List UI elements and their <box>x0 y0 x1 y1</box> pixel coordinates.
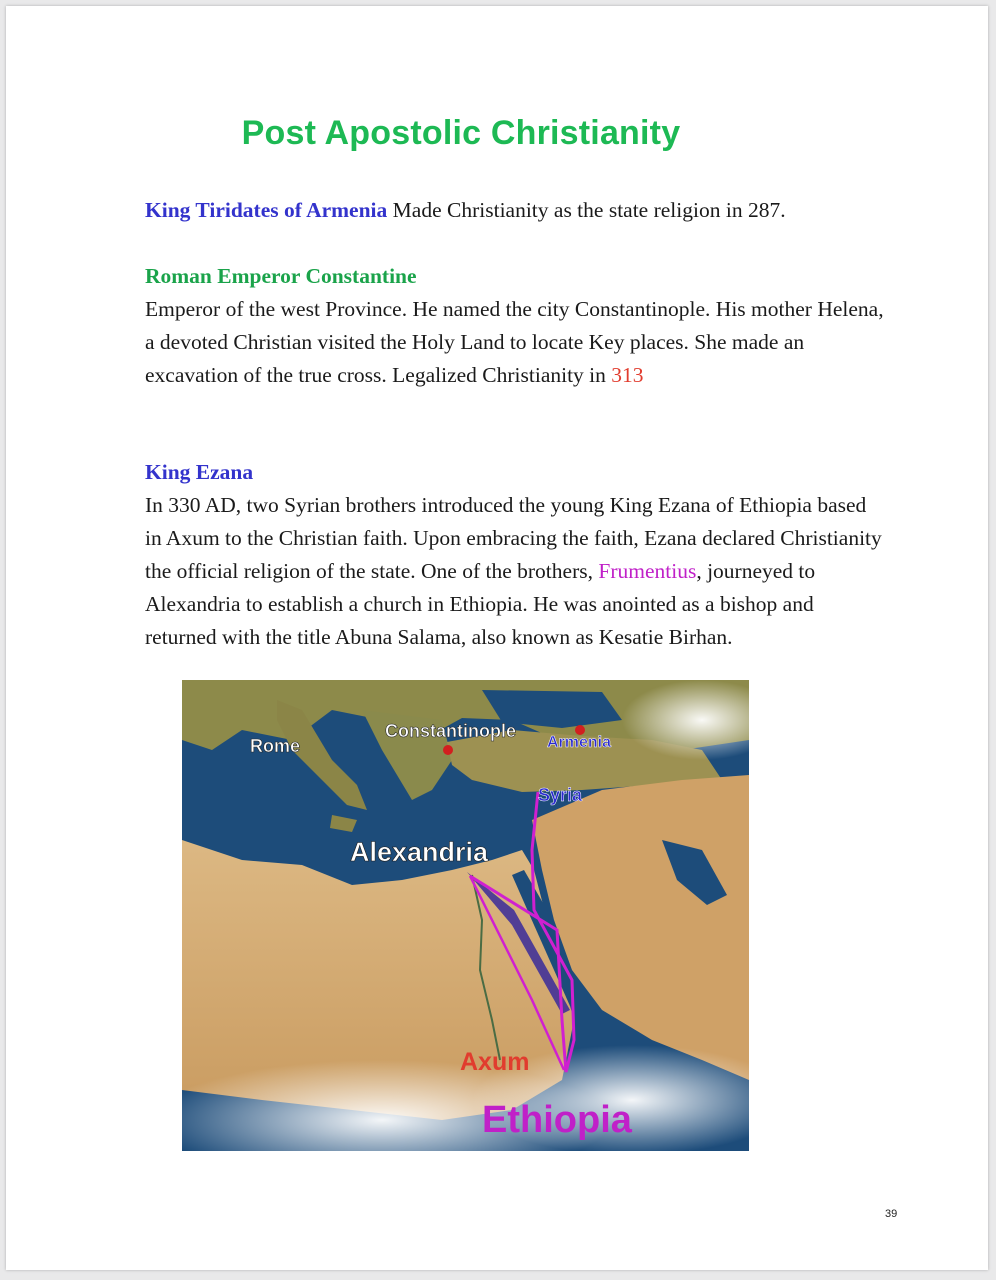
rome-label: Rome <box>250 736 301 756</box>
tiridates-text: Made Christianity as the state religion in 287. <box>387 198 786 222</box>
ethiopia-label: Ethiopia <box>482 1099 632 1141</box>
page-number: 39 <box>885 1208 898 1220</box>
ezana-paragraph <box>145 456 885 654</box>
constantine-paragraph <box>145 260 885 392</box>
constantinople-label: Constantinople <box>385 721 516 741</box>
ezana-heading: King Ezana <box>145 460 254 484</box>
tiridates-paragraph <box>145 194 885 227</box>
tiridates-heading: King Tiridates of Armenia <box>145 198 388 222</box>
frumentius-name: Frumentius <box>598 559 697 583</box>
constantine-heading: Roman Emperor Constantine <box>145 264 417 288</box>
page-title: Post Apostolic Christianity <box>241 114 681 152</box>
constantinople-marker <box>443 745 453 755</box>
document-page <box>6 6 988 1270</box>
ezana-text-before: In 330 AD, two Syrian brothers introduced the young King Ezana of Ethiopia based in Axum to the Christian faith. Upon embracing the faith, Ezana declared Christianity the official religion of the state. One of the brothers, <box>145 493 882 583</box>
axum-label: Axum <box>460 1048 530 1076</box>
constantine-text: Emperor of the west Province. He named the city Constantinople. His mother Helena, a devoted Christian visited the Holy Land to locate Key places. She made an excavation of the true cross. Legalized Christianity in <box>145 297 884 387</box>
constantine-year: 313 <box>611 363 644 387</box>
route-map <box>182 680 749 1151</box>
ezana-text-after: , journeyed to Alexandria to establish a church in Ethiopia. He was anointed as a bishop and returned with the title Abuna Salama, also known as Kesatie Birhan. <box>145 559 816 649</box>
armenia-label: Armenia <box>547 734 612 751</box>
alexandria-label: Alexandria <box>350 837 489 867</box>
syria-label: Syria <box>538 785 583 805</box>
